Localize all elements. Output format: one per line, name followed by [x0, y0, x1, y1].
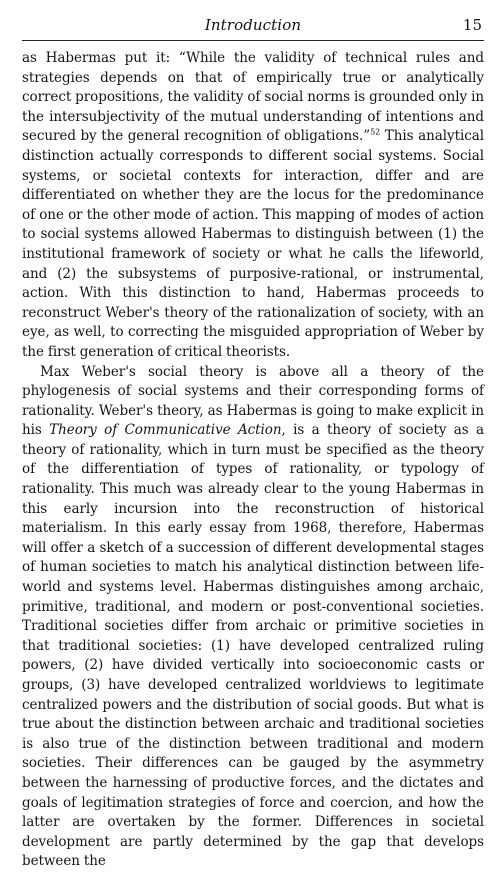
paragraph-2	[22, 363, 484, 872]
footnote-reference: 52	[370, 127, 381, 137]
paragraph-2-text-b: , is a theory of society as a theory of rationality, which in turn must be specified as the theory of the differentiation of types of rationality, or typology of rationality. This much was already clear to the young Habermas in this early incursion into the reconstruction of historical materialism. In this early essay from 1968, therefore, Habermas will offer a sketch of a succession of different developmental stages of human societies to match his analytical distinction between life-world and systems level. Habermas distinguishes among archaic, primitive, traditional, and modern or post-conventional societies. Traditional societies differ from archaic or primitive societies in that traditional societies: (1) have developed centralized ruling powers, (2) have divided vertically into socioeconomic casts or groups, (3) have developed centralized worldviews to legitimate centralized powers and the distribution of social goods. But what is true about the distinction between archaic and traditional societies is also true of the distinction between traditional and modern societies. Their differences can be gauged by the asymmetry between the harnessing of productive forces, and the dictates and goals of legitimation strategies of force and coercion, and how the latter are overtaken by the former. Differences in societal development are partly determined by the gap that develops between the	[22, 422, 484, 870]
book-page	[22, 14, 484, 872]
running-header	[22, 14, 484, 41]
running-title: Introduction	[204, 16, 302, 34]
body-text	[22, 49, 484, 872]
book-title-italic: Theory of Communicative Action	[49, 422, 282, 439]
paragraph-1	[22, 49, 484, 363]
paragraph-2-text-a: Max Weber's social theory is above all a theory of the phylogenesis of social systems and their corresponding forms of rationality. Weber's theory, as Habermas is going to make explicit in his	[22, 363, 484, 439]
paragraph-1-text-a: as Habermas put it: “While the validity of technical rules and strategies depends on that of empirically true or analytically correct propositions, the validity of social norms is grounded only in the intersubjectivity of the mutual understanding of intentions and secured by the general recognition of obligations.”	[22, 50, 484, 145]
paragraph-1-text-b: This analytical distinction actually corresponds to different social systems. Social systems, or societal contexts for interaction, differ and are differentiated on whether they are the locus for the predominance of one or the other mode of action. This mapping of modes of action to social systems allowed Habermas to distinguish between (1) the institutional framework of society or what he calls the lifeworld, and (2) the subsystems of purposive-rational, or instrumental, action. With this distinction to hand, Habermas proceeds to reconstruct Weber's theory of the rationalization of society, with an eye, as well, to correcting the misguided appropriation of Weber by the first generation of critical theorists.	[22, 128, 484, 360]
page-number: 15	[462, 16, 482, 34]
